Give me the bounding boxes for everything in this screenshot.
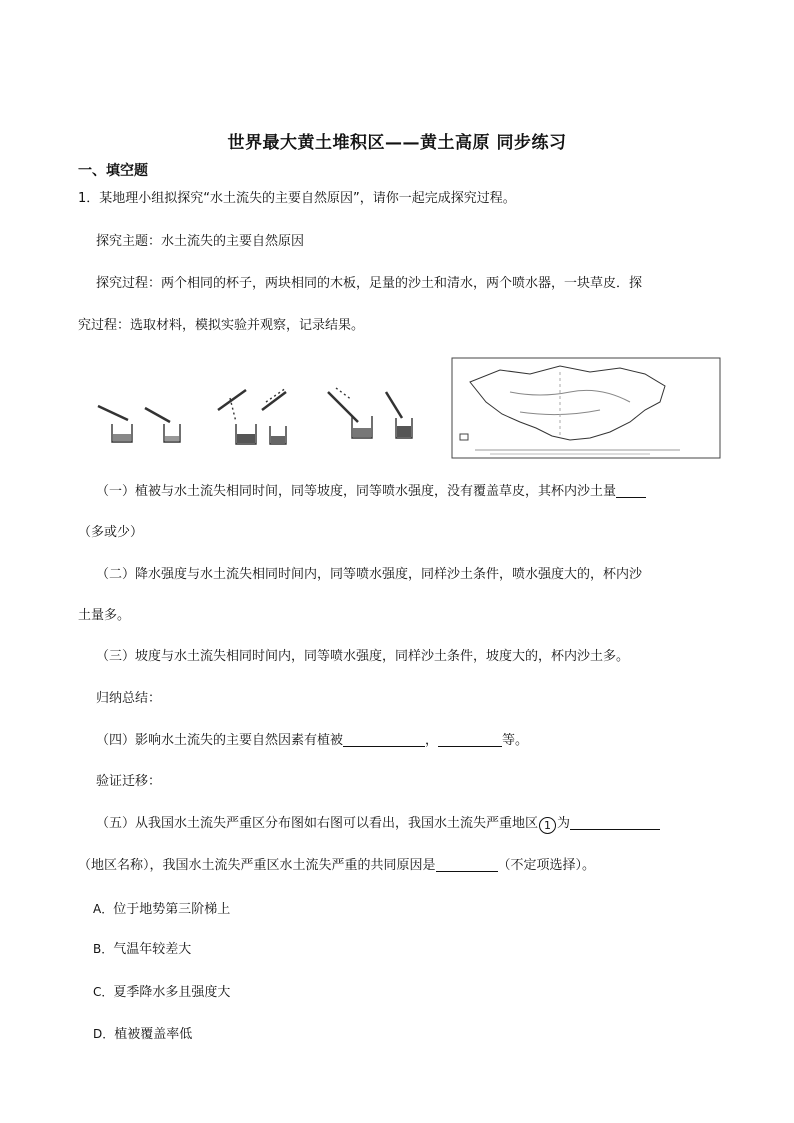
region-number-circle: 1 bbox=[539, 817, 556, 834]
option-d-text: 植被覆盖率低 bbox=[114, 1027, 193, 1042]
process-line-2: 究过程：选取材料，模拟实验并观察，记录结果。 bbox=[78, 318, 365, 333]
summary-label: 归纳总结： bbox=[96, 691, 162, 706]
option-a-label: A． bbox=[93, 902, 114, 916]
part5-text-b: 为 bbox=[557, 816, 571, 831]
option-d[interactable] bbox=[93, 1025, 192, 1044]
part5-line2-end: （不定项选择）。 bbox=[497, 858, 596, 873]
part5-line2-text: （地区名称），我国水土流失严重区水土流失严重的共同原因是 bbox=[78, 858, 436, 873]
page-title: 世界最大黄土堆积区——黄土高原 同步练习 bbox=[227, 133, 567, 153]
part3-line: （三）坡度与水土流失相同时间内，同等喷水强度，同样沙土条件，坡度大的，杯内沙土多。 bbox=[96, 649, 630, 664]
part2-line-1: （二）降水强度与水土流失相同时间内，同等喷水强度，同样沙土条件，喷水强度大的，杯内沙 bbox=[96, 567, 643, 582]
process-line-1: 探究过程：两个相同的杯子，两块相同的木板，足量的沙土和清水，两个喷水器，一块草皮．探 bbox=[96, 276, 643, 291]
question-number: 1． bbox=[78, 191, 100, 206]
option-d-label: D． bbox=[93, 1027, 115, 1041]
part4-line bbox=[96, 732, 528, 750]
theme-line: 探究主题：水土流失的主要自然原因 bbox=[96, 234, 305, 249]
option-c-text: 夏季降水多且强度大 bbox=[113, 985, 231, 1000]
part2-line-2: 土量多。 bbox=[78, 608, 131, 623]
part5-line-2 bbox=[78, 857, 595, 875]
part4-answer-blank-2[interactable] bbox=[438, 732, 502, 747]
option-a-text: 位于地势第三阶梯上 bbox=[113, 902, 231, 917]
part4-separator: ， bbox=[425, 733, 439, 748]
option-c[interactable] bbox=[93, 983, 230, 1002]
cups-and-sprinklers-sketch bbox=[98, 388, 412, 444]
verify-label: 验证迁移： bbox=[96, 774, 162, 789]
part4-text: （四）影响水土流失的主要自然因素有植被 bbox=[96, 733, 344, 748]
section-heading: 一、填空题 bbox=[78, 163, 148, 179]
question-intro-line bbox=[78, 190, 516, 208]
option-c-label: C． bbox=[93, 985, 114, 999]
china-soil-erosion-map bbox=[452, 358, 720, 458]
part5-answer-blank-1[interactable] bbox=[570, 815, 660, 830]
part5-line-1 bbox=[96, 815, 660, 834]
part1-answer-blank[interactable] bbox=[616, 483, 646, 498]
option-b-text: 气温年较差大 bbox=[113, 942, 192, 957]
option-b-label: B． bbox=[93, 942, 114, 956]
part1-text: （一）植被与水土流失相同时间，同等坡度，同等喷水强度，没有覆盖草皮，其杯内沙土量 bbox=[96, 484, 617, 499]
part4-end: 等。 bbox=[502, 733, 529, 748]
option-a[interactable] bbox=[93, 900, 230, 919]
part5-text: （五）从我国水土流失严重区分布图如右图可以看出，我国水土流失严重地区 bbox=[96, 816, 539, 831]
part1-line-2: （多或少） bbox=[78, 525, 144, 540]
part5-answer-blank-2[interactable] bbox=[436, 857, 498, 872]
question-intro: 某地理小组拟探究“水土流失的主要自然原因”，请你一起完成探究过程。 bbox=[99, 191, 516, 206]
experiment-figure bbox=[90, 352, 730, 468]
part4-answer-blank-1[interactable] bbox=[343, 732, 425, 747]
option-b[interactable] bbox=[93, 940, 191, 959]
part1-line-1 bbox=[96, 483, 646, 501]
